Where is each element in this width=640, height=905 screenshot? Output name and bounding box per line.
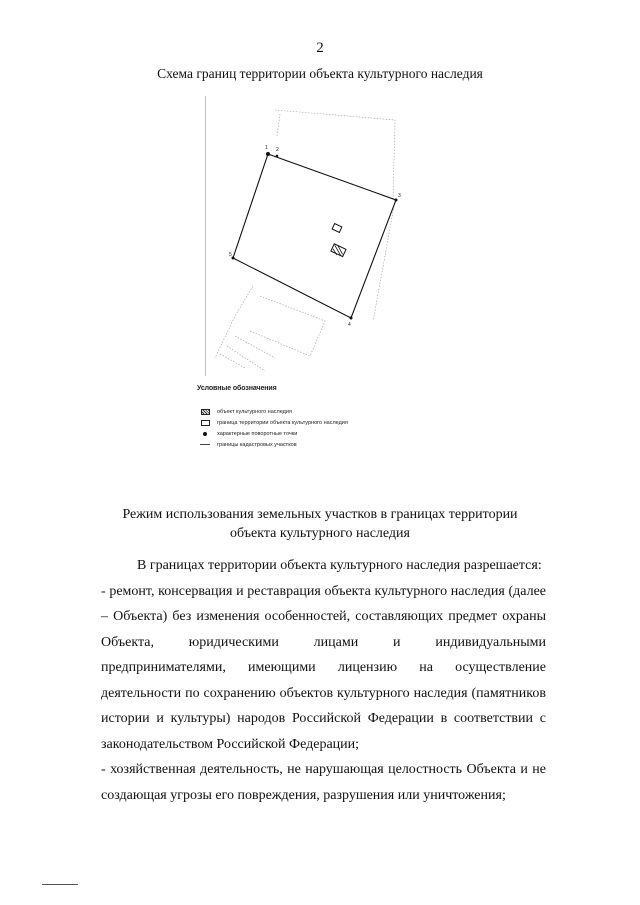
footer-line [42,884,78,885]
legend-label: граница территории объекта культурного наследия [217,419,348,426]
map-legend [197,385,457,450]
turning-point [266,152,270,156]
turning-point [232,257,235,260]
boundary-scheme-map [205,96,430,376]
legend-item [197,439,457,450]
point-label: 4 [348,322,351,328]
turning-points [232,152,398,320]
legend-label: границы кадастровых участков [217,441,297,448]
turning-point [350,317,353,320]
point-label: 1 [265,145,268,151]
legend-item [197,417,457,428]
point-label: 2 [276,147,279,153]
regime-title: Режим использования земельных участков в границах территории объекта культурного наследия [122,507,518,541]
legend-title: Условные обозначения [197,385,277,392]
intro-paragraph: В границах территории объекта культурного наследия разрешается: [137,558,542,573]
point-label: 3 [398,193,401,199]
scheme-title: Схема границ территории объекта культурного наследия [157,66,483,81]
legend-item [197,428,457,439]
paragraph: - хозяйственная деятельность, не нарушающая целостность Объекта и не создающая угрозы его повреждения, разрушения или уничтожения; [101,762,546,803]
legend-label: характерные поворотные точки [217,430,298,437]
legend-label: объект культурного наследия [217,408,292,415]
paragraph: - ремонт, консервация и реставрация объекта культурного наследия (далее – Объекта) без изменения особенностей, составляющих предмет охраны Объекта, юридическими лицами и индивидуальными предпринимателями, имеющими лицензию на осуществление деятельности по сохранению объектов культурного наследия (памятников истории и культуры) народов Российской Федерации в соответствии с законодательством Российской Федерации; [101,583,546,752]
turning-point [276,155,279,158]
legend-item [197,406,457,417]
dot-icon [197,432,213,436]
line-icon [197,444,213,445]
page-number: 2 [316,40,324,56]
outline-box-icon [197,420,213,426]
hatched-box-icon [197,409,213,415]
regime-text [101,553,546,808]
heritage-object [331,224,346,257]
territory-boundary [233,154,396,318]
cadastral-boundaries [215,110,395,371]
point-label: 5 [229,252,232,258]
